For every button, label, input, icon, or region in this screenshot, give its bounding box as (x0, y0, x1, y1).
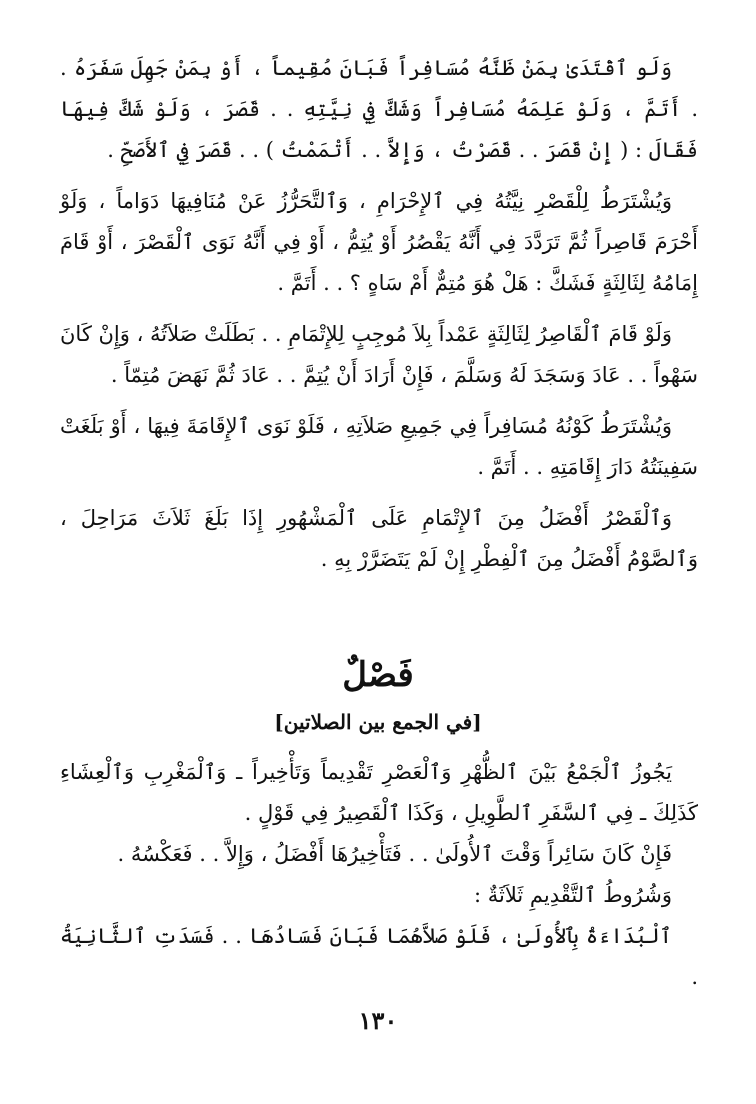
top-text-block (60, 48, 698, 580)
paragraph-qasr-travel-condition: وَيُشْتَرَطُ كَوْنُهُ مُسَافِراً فِي جَمِيعِ صَلاَتِهِ ، فَلَوْ نَوَى ٱلإِقَامَةَ فِيهَا ، أَوْ بَلَغَتْ سَفِينَتُهُ دَارَ إِقَامَتِهِ . . أَتَمَّ . (60, 414, 698, 479)
paragraph-jam-preference: فَإِنْ كَانَ سَائِراً وَقْتَ ٱلأُولَىٰ . . فَتَأْخِيرُهَا أَفْضَلُ ، وَإِلاَّ . . فَعَكْسُهُ . (117, 842, 672, 866)
paragraph-qasr-following: وَلَو ٱقْتَدَىٰ بِمَنْ ظَنَّهُ مُسَافِراً فَبَانَ مُقِيماً ، أَوْ بِمَنْ جَهِلَ سَفَرَهُ . . أَتَمَّ ، وَلَوْ عَلِمَهُ مُسَافِراً وَشَكَّ فِي نِيَّتِهِ . . قَصَرَ ، وَلَوْ شَكَّ فِيهَا فَقَالَ : ( إِنْ قَصَرَ . . قَصَرْتُ ، وَإِلاَّ . . أَتْمَمْتُ ) . . قَصَرَ فِي ٱلأَصَحِّ . (60, 56, 698, 162)
bottom-text-block (60, 752, 698, 998)
paragraph-first-condition: ٱلْبُدَاءَةُ بِٱلأُولَىٰ ، فَلَوْ صَلاَّهُمَا فَبَانَ فَسَادُهَا . . فَسَدَتِ ٱلثَّانِيَةُ . (60, 924, 698, 989)
page-number: ١٣٠ (358, 1006, 398, 1035)
paragraph-qasr-intention: وَيُشْتَرَطُ لِلْقَصْرِ نِيَّتُهُ فِي ٱلإِحْرَامِ ، وَٱلتَّحَرُّزُ عَنْ مُنَافِيهَا دَوَاماً ، وَلَوْ أَحْرَمَ قَاصِراً ثُمَّ تَرَدَّدَ فِي أَنَّهُ يَقْصُرُ أَوْ يُتِمُّ ، أَوْ فِي أَنَّهُ نَوَى ٱلْقَصْرَ ، أَوْ قَامَ إِمَامُهُ لِثَالِثَةٍ فَشَكَّ : هَلْ هُوَ مُتِمٌّ أَمْ سَاهٍ ؟ . . أَتَمَّ . (60, 189, 698, 295)
section-heading: فَصْلٌ (342, 655, 414, 695)
paragraph-jam-permission: يَجُوزُ ٱلْجَمْعُ بَيْنَ ٱلظُّهْرِ وَٱلْعَصْرِ تَقْدِيماً وَتَأْخِيراً ـ وَٱلْمَغْرِبِ وَٱلْعِشَاءِ كَذَلِكَ ـ فِي ٱلسَّفَرِ ٱلطَّوِيلِ ، وَكَذَا ٱلْقَصِيرُ فِي قَوْلٍ . (60, 760, 698, 825)
paragraph-taqdim-conditions: وَشُرُوطُ ٱلتَّقْدِيمِ ثَلاَثَةٌ : (474, 883, 672, 907)
paragraph-qasr-third-rakah: وَلَوْ قَامَ ٱلْقَاصِرُ لِثَالِثَةٍ عَمْداً بِلاَ مُوجِبٍ لِلإِتْمَامِ . . بَطَلَتْ صَلاَتُهُ ، وَإِنْ كَانَ سَهْواً . . عَادَ وَسَجَدَ لَهُ وَسَلَّمَ ، فَإِنْ أَرَادَ أَنْ يُتِمَّ . . عَادَ ثُمَّ نَهَضَ مُتِمّاً . (60, 322, 698, 387)
paragraph-qasr-preference: وَٱلْقَصْرُ أَفْضَلُ مِنَ ٱلإِتْمَامِ عَلَى ٱلْمَشْهُورِ إِذَا بَلَغَ ثَلاَثَ مَرَاحِلَ ، وَٱلصَّوْمُ أَفْضَلُ مِنَ ٱلْفِطْرِ إِنْ لَمْ يَتَضَرَّرْ بِهِ . (60, 506, 698, 571)
section-subheading: [في الجمع بين الصلاتين] (274, 710, 482, 734)
